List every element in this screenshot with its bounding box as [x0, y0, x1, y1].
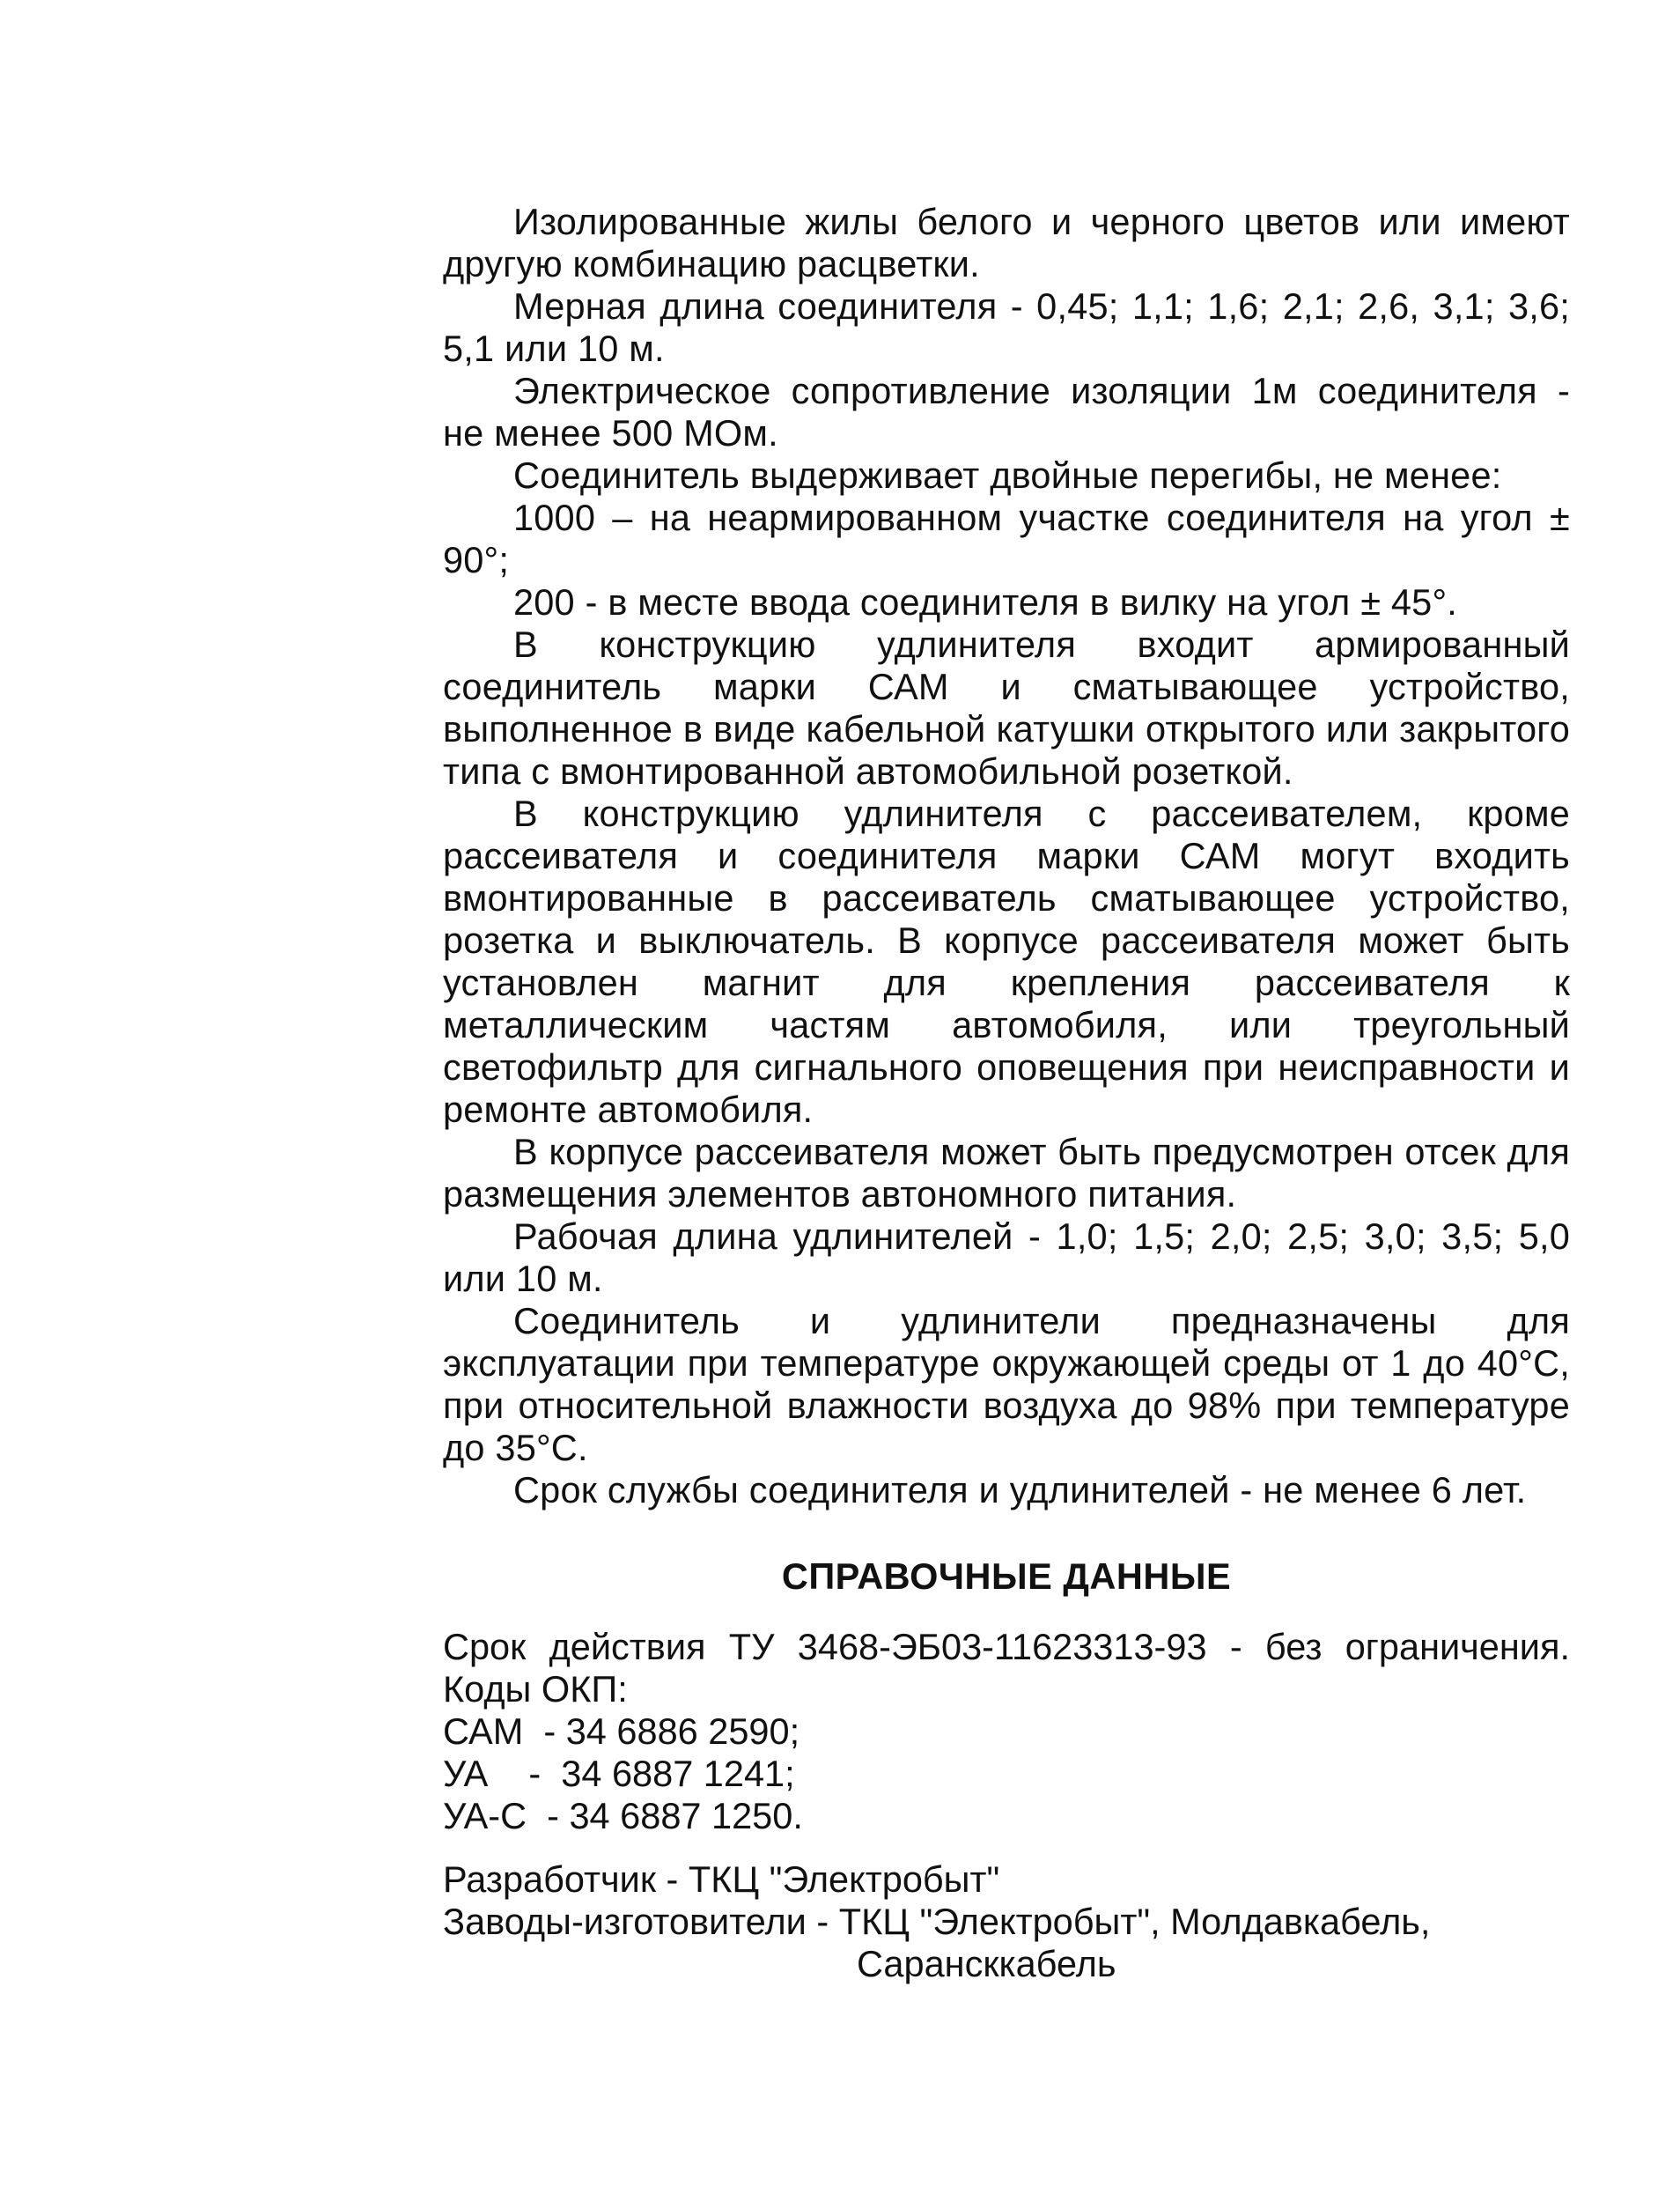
paragraph-working-length: Рабочая длина удлинителей - 1,0; 1,5; 2,0; 2,5; 3,0; 3,5; 5,0 или 10 м. — [443, 1215, 1570, 1299]
validity-line: Срок действия ТУ 3468-ЭБ03-11623313-93 - без ограничения. — [443, 1626, 1570, 1667]
paragraph-diffuser-design: В конструкцию удлинителя с рассеивателем, кроме рассеивателя и соединителя марки САМ могут входить вмонтированные в рассеиватель сматывающее устройство, розетка и выключатель. В корпусе рассеивателя может быть установлен магнит для крепления рассеивателя к металлическим частям автомобиля, или треугольный светофильтр для сигнального оповещения при неисправности и ремонте автомобиля. — [443, 793, 1570, 1130]
paragraph-bends-200: 200 - в месте ввода соединителя в вилку на угол ± 45°. — [513, 581, 1457, 623]
manufacturers-continuation: Сарансккабель — [857, 1943, 1116, 1984]
manufacturers-line: Заводы-изготовители - ТКЦ "Электробыт", Молдавкабель, — [443, 1901, 1431, 1942]
okp-codes-label: Коды ОКП: — [443, 1668, 628, 1710]
reference-heading: СПРАВОЧНЫЕ ДАННЫЕ — [781, 1555, 1232, 1597]
developer-line: Разработчик - ТКЦ "Электробыт" — [443, 1858, 1000, 1900]
paragraph-insulation-resistance: Электрическое сопротивление изоляции 1м соединителя - не менее 500 МОм. — [443, 370, 1570, 454]
paragraph-battery-compartment: В корпусе рассеивателя может быть предусмотрен отсек для размещения элементов автономного питания. — [443, 1131, 1570, 1215]
paragraph-service-life: Срок службы соединителя и удлинителей - не менее 6 лет. — [513, 1469, 1527, 1510]
okp-code-ua-c: УА-С - 34 6887 1250. — [443, 1795, 803, 1836]
paragraph-double-bends: Соединитель выдерживает двойные перегибы, не менее: — [513, 454, 1502, 496]
okp-code-ua: УА - 34 6887 1241; — [443, 1753, 795, 1794]
paragraph-extension-design: В конструкцию удлинителя входит армированный соединитель марки САМ и сматывающее устройство, выполненное в виде кабельной катушки открытого или закрытого типа с вмонтированной автомобильной розеткой. — [443, 624, 1570, 792]
paragraph-insulated-cores: Изолированные жилы белого и черного цветов или имеют другую комбинацию расцветки. — [443, 201, 1570, 284]
paragraph-measured-length: Мерная длина соединителя - 0,45; 1,1; 1,6; 2,1; 2,6, 3,1; 3,6; 5,1 или 10 м. — [443, 285, 1570, 369]
document-page — [443, 201, 1570, 1985]
paragraph-operating-conditions: Соединитель и удлинители предназначены для эксплуатации при температуре окружающей среды от 1 до 40°С, при относительной влажности воздуха до 98% при температуре до 35°С. — [443, 1300, 1570, 1468]
spacer — [443, 1837, 1570, 1858]
okp-code-cam: САМ - 34 6886 2590; — [443, 1710, 800, 1752]
paragraph-bends-1000: 1000 – на неармированном участке соединителя на угол ± 90°; — [443, 497, 1570, 580]
